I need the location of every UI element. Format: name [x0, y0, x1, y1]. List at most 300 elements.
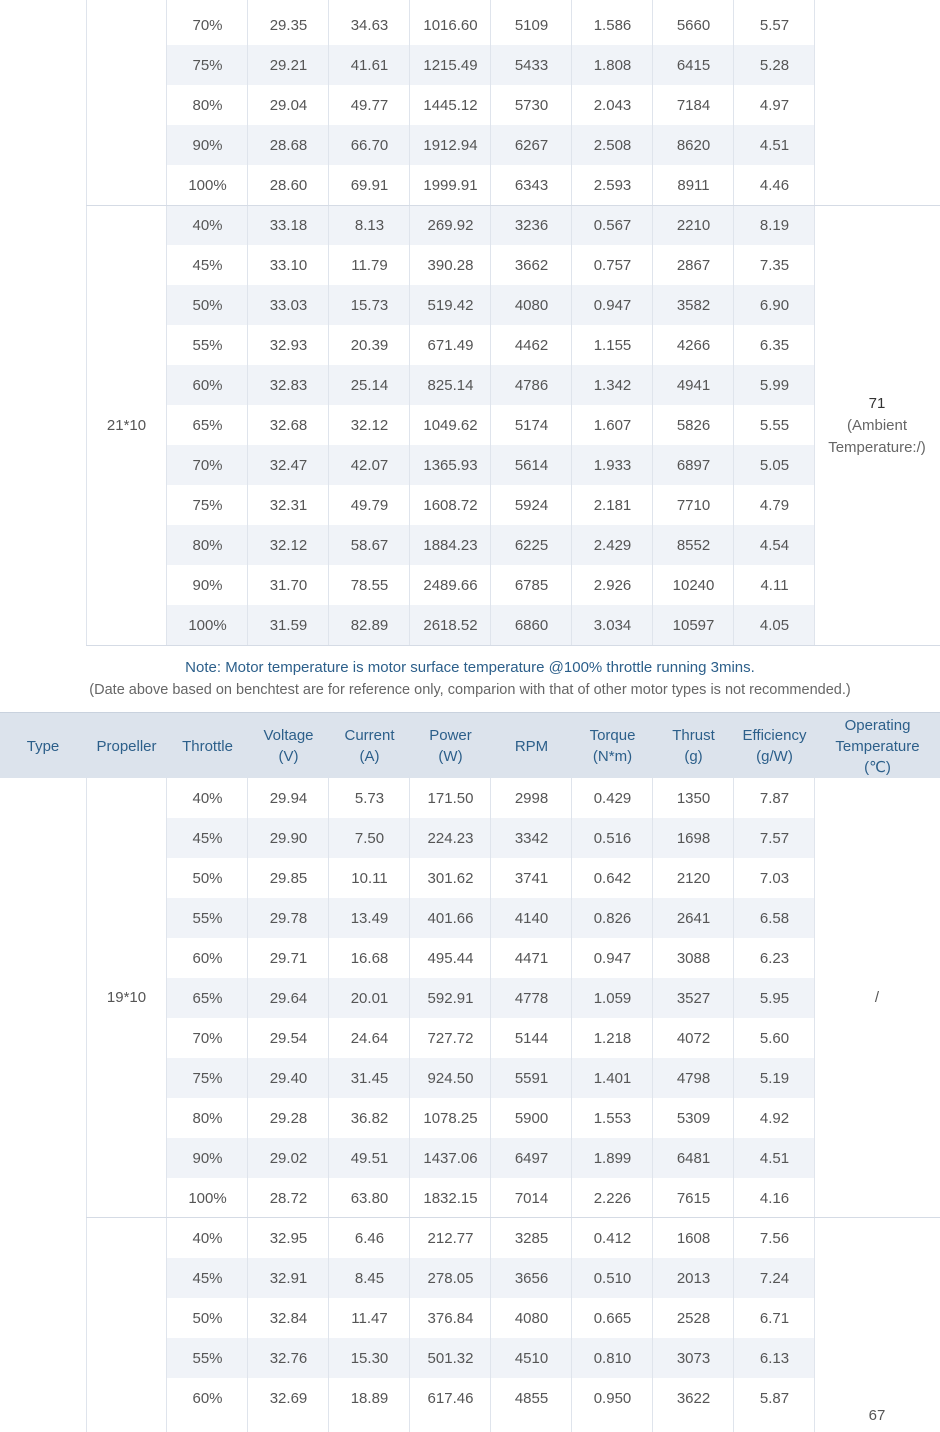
rpm-cell: 3285	[491, 1218, 572, 1258]
group-divider	[86, 205, 940, 206]
torque-cell: 1.899	[572, 1138, 653, 1178]
efficiency-cell: 7.57	[734, 818, 815, 858]
power-cell: 224.23	[410, 818, 491, 858]
header-current	[329, 713, 410, 779]
rpm-cell: 5144	[491, 1018, 572, 1058]
efficiency-cell: 5.60	[734, 1018, 815, 1058]
efficiency-cell: 4.54	[734, 525, 815, 565]
propeller-label: 19*10	[106, 989, 147, 1006]
current-cell: 69.91	[329, 165, 410, 205]
header-temperature-line1: Operating	[844, 716, 911, 734]
throttle-cell: 65%	[167, 978, 248, 1018]
current-cell: 8.13	[329, 205, 410, 245]
rpm-cell: 5109	[491, 5, 572, 45]
throttle-cell: 70%	[167, 5, 248, 45]
operating-temperature-value: /	[874, 989, 880, 1006]
ambient-temperature-line1: (Ambient	[846, 417, 908, 434]
voltage-cell: 28.60	[248, 165, 329, 205]
current-cell: 11.47	[329, 1298, 410, 1338]
header-throttle: Throttle	[182, 737, 233, 755]
current-cell: 7.50	[329, 818, 410, 858]
throttle-cell: 100%	[167, 165, 248, 205]
header-thrust-unit: (g)	[684, 748, 703, 765]
voltage-cell: 32.47	[248, 445, 329, 485]
torque-cell: 2.508	[572, 125, 653, 165]
current-cell: 13.49	[329, 898, 410, 938]
efficiency-cell: 7.56	[734, 1218, 815, 1258]
efficiency-cell: 4.46	[734, 165, 815, 205]
thrust-cell: 5309	[653, 1098, 734, 1138]
current-cell: 82.89	[329, 605, 410, 645]
column-divider	[571, 778, 572, 1432]
efficiency-cell: 5.99	[734, 365, 815, 405]
power-cell: 278.05	[410, 1258, 491, 1298]
power-cell: 2618.52	[410, 605, 491, 645]
voltage-cell: 29.54	[248, 1018, 329, 1058]
header-temperature-unit: (℃)	[864, 758, 891, 776]
header-thrust	[653, 713, 734, 779]
header-temperature	[815, 713, 940, 779]
power-cell: 617.46	[410, 1378, 491, 1418]
rpm-cell: 5924	[491, 485, 572, 525]
torque-cell: 0.950	[572, 1378, 653, 1418]
current-cell: 10.11	[329, 858, 410, 898]
current-cell: 15.30	[329, 1338, 410, 1378]
efficiency-cell: 4.79	[734, 485, 815, 525]
efficiency-cell: 8.19	[734, 205, 815, 245]
thrust-cell: 3582	[653, 285, 734, 325]
rpm-cell: 5591	[491, 1058, 572, 1098]
power-cell: 825.14	[410, 365, 491, 405]
current-cell: 6.46	[329, 1218, 410, 1258]
column-divider	[652, 778, 653, 1432]
power-cell: 1365.93	[410, 445, 491, 485]
voltage-cell: 32.83	[248, 365, 329, 405]
throttle-cell: 50%	[167, 285, 248, 325]
current-cell: 78.55	[329, 565, 410, 605]
propeller-label: 21*10	[106, 417, 147, 434]
efficiency-cell: 6.23	[734, 938, 815, 978]
thrust-cell: 7710	[653, 485, 734, 525]
header-torque-label: Torque	[589, 727, 636, 744]
thrust-cell: 2867	[653, 245, 734, 285]
top-data-table	[0, 0, 940, 646]
torque-cell: 2.926	[572, 565, 653, 605]
efficiency-cell: 4.16	[734, 1178, 815, 1218]
header-rpm: RPM	[514, 737, 549, 755]
thrust-cell: 2013	[653, 1258, 734, 1298]
ambient-temperature-line2: Temperature:/)	[828, 439, 926, 456]
power-cell: 1049.62	[410, 405, 491, 445]
throttle-cell: 55%	[167, 1338, 248, 1378]
voltage-cell: 32.31	[248, 485, 329, 525]
torque-cell: 0.947	[572, 938, 653, 978]
power-cell: 1832.15	[410, 1178, 491, 1218]
torque-cell: 1.218	[572, 1018, 653, 1058]
torque-cell: 2.429	[572, 525, 653, 565]
power-cell: 727.72	[410, 1018, 491, 1058]
efficiency-cell: 5.57	[734, 5, 815, 45]
thrust-cell: 2528	[653, 1298, 734, 1338]
header-efficiency-label: Efficiency	[742, 727, 807, 744]
torque-cell: 1.059	[572, 978, 653, 1018]
efficiency-cell: 7.03	[734, 858, 815, 898]
voltage-cell: 32.84	[248, 1298, 329, 1338]
thrust-cell: 3073	[653, 1338, 734, 1378]
current-cell: 66.70	[329, 125, 410, 165]
torque-cell: 1.401	[572, 1058, 653, 1098]
voltage-cell: 29.94	[248, 778, 329, 818]
column-divider	[247, 778, 248, 1432]
header-temperature-line2: Temperature	[835, 737, 920, 755]
torque-cell: 2.043	[572, 85, 653, 125]
throttle-cell: 80%	[167, 85, 248, 125]
throttle-cell: 75%	[167, 485, 248, 525]
header-power-unit: (W)	[438, 748, 463, 765]
column-divider	[571, 0, 572, 646]
note-sub-text: (Date above based on benchtest are for reference only, comparion with that of other motor types is not recommended.)	[89, 682, 851, 698]
thrust-cell: 3088	[653, 938, 734, 978]
current-cell: 58.67	[329, 525, 410, 565]
thrust-cell: 7615	[653, 1178, 734, 1218]
throttle-cell: 40%	[167, 205, 248, 245]
throttle-cell: 65%	[167, 405, 248, 445]
throttle-cell: 45%	[167, 245, 248, 285]
power-cell: 1078.25	[410, 1098, 491, 1138]
rpm-cell: 5614	[491, 445, 572, 485]
current-cell: 49.51	[329, 1138, 410, 1178]
rpm-cell: 3741	[491, 858, 572, 898]
rpm-cell: 4510	[491, 1338, 572, 1378]
efficiency-cell: 5.55	[734, 405, 815, 445]
header-power-label: Power	[429, 727, 472, 744]
column-divider	[247, 0, 248, 646]
torque-cell: 0.412	[572, 1218, 653, 1258]
voltage-cell: 29.85	[248, 858, 329, 898]
power-cell: 495.44	[410, 938, 491, 978]
current-cell: 34.63	[329, 5, 410, 45]
header-voltage	[248, 713, 329, 779]
power-cell: 1437.06	[410, 1138, 491, 1178]
efficiency-cell: 5.28	[734, 45, 815, 85]
torque-cell: 3.034	[572, 605, 653, 645]
throttle-cell: 40%	[167, 1218, 248, 1258]
throttle-cell: 55%	[167, 898, 248, 938]
column-divider	[328, 0, 329, 646]
throttle-cell: 80%	[167, 525, 248, 565]
thrust-cell: 6415	[653, 45, 734, 85]
group-divider	[86, 1217, 940, 1218]
thrust-cell: 1608	[653, 1218, 734, 1258]
efficiency-cell: 4.92	[734, 1098, 815, 1138]
voltage-cell: 29.04	[248, 85, 329, 125]
rpm-cell: 6860	[491, 605, 572, 645]
voltage-cell: 32.69	[248, 1378, 329, 1418]
operating-temperature-cell	[814, 206, 940, 646]
efficiency-cell: 5.05	[734, 445, 815, 485]
torque-cell: 0.947	[572, 285, 653, 325]
torque-cell: 1.933	[572, 445, 653, 485]
voltage-cell: 32.76	[248, 1338, 329, 1378]
rpm-cell: 4786	[491, 365, 572, 405]
voltage-cell: 33.10	[248, 245, 329, 285]
rpm-cell: 6497	[491, 1138, 572, 1178]
current-cell: 31.45	[329, 1058, 410, 1098]
torque-cell: 0.665	[572, 1298, 653, 1338]
thrust-cell: 1350	[653, 778, 734, 818]
power-cell: 376.84	[410, 1298, 491, 1338]
efficiency-cell: 4.05	[734, 605, 815, 645]
efficiency-cell: 6.71	[734, 1298, 815, 1338]
temperature-value: 71	[868, 395, 886, 412]
efficiency-cell: 7.35	[734, 245, 815, 285]
column-divider	[490, 0, 491, 646]
efficiency-cell: 4.51	[734, 125, 815, 165]
header-voltage-unit: (V)	[278, 748, 299, 765]
thrust-cell: 6481	[653, 1138, 734, 1178]
column-divider	[733, 778, 734, 1432]
throttle-cell: 70%	[167, 445, 248, 485]
throttle-cell: 60%	[167, 365, 248, 405]
power-cell: 1884.23	[410, 525, 491, 565]
thrust-cell: 4798	[653, 1058, 734, 1098]
power-cell: 1912.94	[410, 125, 491, 165]
efficiency-cell: 4.97	[734, 85, 815, 125]
throttle-cell: 90%	[167, 125, 248, 165]
torque-cell: 1.342	[572, 365, 653, 405]
throttle-cell: 50%	[167, 858, 248, 898]
efficiency-cell: 5.19	[734, 1058, 815, 1098]
efficiency-cell: 6.35	[734, 325, 815, 365]
throttle-cell: 90%	[167, 565, 248, 605]
power-cell: 171.50	[410, 778, 491, 818]
throttle-cell: 75%	[167, 1058, 248, 1098]
power-cell: 1608.72	[410, 485, 491, 525]
bottom-data-table	[0, 712, 940, 1432]
current-cell: 32.12	[329, 405, 410, 445]
header-power	[410, 713, 491, 779]
power-cell: 501.32	[410, 1338, 491, 1378]
throttle-cell: 60%	[167, 938, 248, 978]
power-cell: 519.42	[410, 285, 491, 325]
power-cell: 2489.66	[410, 565, 491, 605]
throttle-cell: 45%	[167, 1258, 248, 1298]
current-cell: 16.68	[329, 938, 410, 978]
voltage-cell: 31.70	[248, 565, 329, 605]
current-cell: 5.73	[329, 778, 410, 818]
torque-cell: 0.567	[572, 205, 653, 245]
voltage-cell: 29.78	[248, 898, 329, 938]
throttle-cell: 80%	[167, 1098, 248, 1138]
current-cell: 8.45	[329, 1258, 410, 1298]
throttle-cell: 50%	[167, 1298, 248, 1338]
current-cell: 63.80	[329, 1178, 410, 1218]
current-cell: 49.77	[329, 85, 410, 125]
rpm-cell: 5433	[491, 45, 572, 85]
torque-cell: 1.586	[572, 5, 653, 45]
rpm-cell: 5730	[491, 85, 572, 125]
voltage-cell: 29.71	[248, 938, 329, 978]
thrust-cell: 8620	[653, 125, 734, 165]
thrust-cell: 3527	[653, 978, 734, 1018]
rpm-cell: 4471	[491, 938, 572, 978]
thrust-cell: 4072	[653, 1018, 734, 1058]
efficiency-cell: 7.24	[734, 1258, 815, 1298]
voltage-cell: 28.72	[248, 1178, 329, 1218]
voltage-cell: 33.18	[248, 205, 329, 245]
voltage-cell: 28.68	[248, 125, 329, 165]
voltage-cell: 29.90	[248, 818, 329, 858]
header-torque	[572, 713, 653, 779]
throttle-cell: 90%	[167, 1138, 248, 1178]
rpm-cell: 6225	[491, 525, 572, 565]
thrust-cell: 2210	[653, 205, 734, 245]
voltage-cell: 32.91	[248, 1258, 329, 1298]
operating-temperature-value: 67	[868, 1407, 886, 1424]
torque-cell: 1.607	[572, 405, 653, 445]
efficiency-cell: 6.58	[734, 898, 815, 938]
thrust-cell: 10597	[653, 605, 734, 645]
column-divider	[490, 778, 491, 1432]
efficiency-cell: 5.87	[734, 1378, 815, 1418]
torque-cell: 0.757	[572, 245, 653, 285]
current-cell: 15.73	[329, 285, 410, 325]
thrust-cell: 8552	[653, 525, 734, 565]
current-cell: 36.82	[329, 1098, 410, 1138]
efficiency-cell: 7.87	[734, 778, 815, 818]
voltage-cell: 32.95	[248, 1218, 329, 1258]
thrust-cell: 4266	[653, 325, 734, 365]
power-cell: 390.28	[410, 245, 491, 285]
current-cell: 20.01	[329, 978, 410, 1018]
column-divider	[328, 778, 329, 1432]
rpm-cell: 4080	[491, 285, 572, 325]
voltage-cell: 32.12	[248, 525, 329, 565]
rpm-cell: 7014	[491, 1178, 572, 1218]
throttle-cell: 70%	[167, 1018, 248, 1058]
power-cell: 924.50	[410, 1058, 491, 1098]
power-cell: 1999.91	[410, 165, 491, 205]
rpm-cell: 4855	[491, 1378, 572, 1418]
torque-cell: 0.516	[572, 818, 653, 858]
rpm-cell: 4140	[491, 898, 572, 938]
efficiency-cell: 6.90	[734, 285, 815, 325]
rpm-cell: 5174	[491, 405, 572, 445]
current-cell: 25.14	[329, 365, 410, 405]
header-current-label: Current	[344, 727, 395, 744]
rpm-cell: 4462	[491, 325, 572, 365]
rpm-cell: 3656	[491, 1258, 572, 1298]
voltage-cell: 29.35	[248, 5, 329, 45]
header-propeller: Propeller	[96, 737, 157, 755]
thrust-cell: 3622	[653, 1378, 734, 1418]
voltage-cell: 31.59	[248, 605, 329, 645]
efficiency-cell: 4.51	[734, 1138, 815, 1178]
thrust-cell: 6897	[653, 445, 734, 485]
rpm-cell: 6267	[491, 125, 572, 165]
rpm-cell: 6785	[491, 565, 572, 605]
power-cell: 1016.60	[410, 5, 491, 45]
current-cell: 42.07	[329, 445, 410, 485]
thrust-cell: 2641	[653, 898, 734, 938]
power-cell: 269.92	[410, 205, 491, 245]
header-efficiency-unit: (g/W)	[756, 748, 793, 765]
voltage-cell: 32.68	[248, 405, 329, 445]
column-divider	[652, 0, 653, 646]
thrust-cell: 7184	[653, 85, 734, 125]
voltage-cell: 33.03	[248, 285, 329, 325]
rpm-cell: 5900	[491, 1098, 572, 1138]
current-cell: 41.61	[329, 45, 410, 85]
current-cell: 49.79	[329, 485, 410, 525]
rpm-cell: 3236	[491, 205, 572, 245]
torque-cell: 1.553	[572, 1098, 653, 1138]
thrust-cell: 2120	[653, 858, 734, 898]
torque-cell: 2.226	[572, 1178, 653, 1218]
table-header-row	[0, 712, 940, 778]
thrust-cell: 5826	[653, 405, 734, 445]
note-main-text: Note: Motor temperature is motor surface temperature @100% throttle running 3mins.	[185, 659, 755, 676]
voltage-cell: 29.64	[248, 978, 329, 1018]
power-cell: 401.66	[410, 898, 491, 938]
torque-cell: 0.429	[572, 778, 653, 818]
throttle-cell: 100%	[167, 605, 248, 645]
rpm-cell: 2998	[491, 778, 572, 818]
power-cell: 301.62	[410, 858, 491, 898]
power-cell: 671.49	[410, 325, 491, 365]
throttle-cell: 45%	[167, 818, 248, 858]
header-efficiency	[734, 713, 815, 779]
throttle-cell: 60%	[167, 1378, 248, 1418]
efficiency-cell: 4.11	[734, 565, 815, 605]
voltage-cell: 29.28	[248, 1098, 329, 1138]
throttle-cell: 75%	[167, 45, 248, 85]
column-divider	[733, 0, 734, 646]
voltage-cell: 29.02	[248, 1138, 329, 1178]
throttle-cell: 100%	[167, 1178, 248, 1218]
power-cell: 1445.12	[410, 85, 491, 125]
power-cell: 1215.49	[410, 45, 491, 85]
efficiency-cell: 5.95	[734, 978, 815, 1018]
torque-cell: 0.510	[572, 1258, 653, 1298]
column-divider	[409, 778, 410, 1432]
torque-cell: 2.593	[572, 165, 653, 205]
thrust-cell: 10240	[653, 565, 734, 605]
current-cell: 20.39	[329, 325, 410, 365]
rpm-cell: 3342	[491, 818, 572, 858]
rpm-cell: 3662	[491, 245, 572, 285]
current-cell: 24.64	[329, 1018, 410, 1058]
thrust-cell: 5660	[653, 5, 734, 45]
header-type: Type	[26, 737, 60, 755]
torque-cell: 1.155	[572, 325, 653, 365]
voltage-cell: 32.93	[248, 325, 329, 365]
thrust-cell: 1698	[653, 818, 734, 858]
throttle-cell: 40%	[167, 778, 248, 818]
torque-cell: 0.642	[572, 858, 653, 898]
header-thrust-label: Thrust	[672, 727, 715, 744]
efficiency-cell: 6.13	[734, 1338, 815, 1378]
rpm-cell: 6343	[491, 165, 572, 205]
header-current-unit: (A)	[359, 748, 380, 765]
column-divider	[409, 0, 410, 646]
power-cell: 212.77	[410, 1218, 491, 1258]
torque-cell: 1.808	[572, 45, 653, 85]
header-voltage-label: Voltage	[263, 727, 314, 744]
current-cell: 18.89	[329, 1378, 410, 1418]
torque-cell: 0.826	[572, 898, 653, 938]
table-note	[0, 646, 940, 712]
